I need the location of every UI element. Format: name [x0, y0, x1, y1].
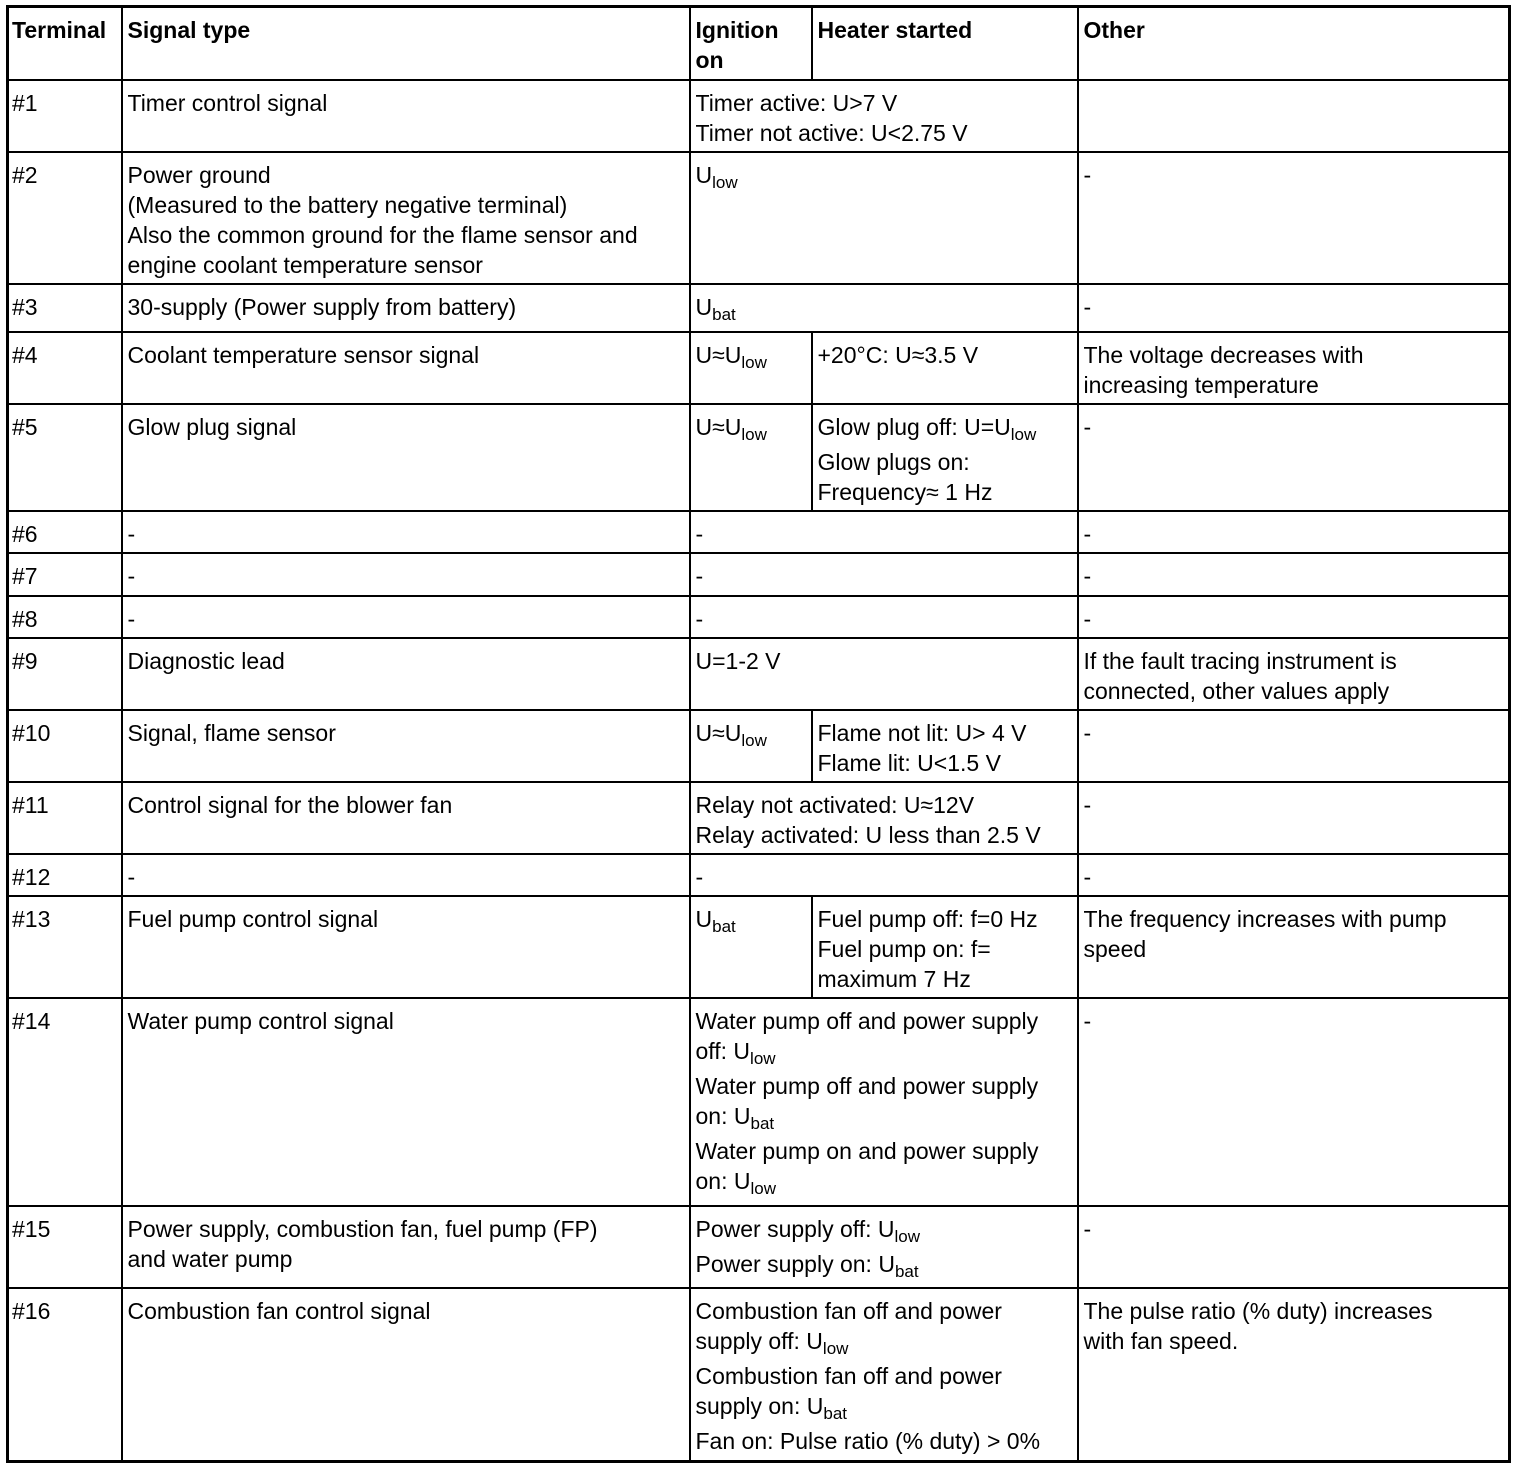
ignition-heater-cell: [690, 511, 1078, 553]
cell-line: Power supply, combustion fan, fuel pump (FP): [127, 1215, 598, 1242]
terminal-signal-table: [6, 5, 1511, 1463]
signal-type-cell: [122, 1288, 690, 1461]
signal-type-cell: [122, 1206, 690, 1288]
cell-line: -: [695, 864, 704, 891]
line-subscript: low: [894, 1226, 921, 1246]
signal-type-cell: [122, 80, 690, 152]
signal-type-cell: [122, 511, 690, 553]
other-cell: [1078, 404, 1510, 511]
cell-line: Fuel pump off: f=0 Hz: [817, 906, 1038, 933]
signal-type-cell: [122, 638, 690, 710]
cell-line: Combustion fan off and power: [695, 1363, 1002, 1390]
terminal-cell: #8: [8, 596, 122, 638]
table-row: [8, 710, 1510, 782]
cell-line: Signal, flame sensor: [127, 719, 336, 746]
header-row: [8, 7, 1510, 80]
signal-type-cell: [122, 284, 690, 332]
cell-line: -: [1083, 161, 1092, 188]
line-text: U≈U: [695, 719, 742, 746]
header-terminal: Terminal: [8, 7, 122, 80]
cell-line: The voltage decreases with: [1083, 342, 1364, 369]
line-subscript: bat: [894, 1261, 919, 1281]
cell-line: [696, 1214, 1073, 1244]
line-text: U≈U: [695, 414, 742, 441]
ignition-heater-cell: [690, 782, 1078, 854]
table-body: [8, 80, 1510, 1462]
other-cell: [1078, 998, 1510, 1205]
line-text: U: [695, 293, 713, 320]
terminal-cell: #16: [8, 1288, 122, 1461]
signal-type-cell: [122, 553, 690, 595]
cell-line: +20°C: U≈3.5 V: [817, 342, 979, 369]
other-cell: [1078, 80, 1510, 152]
heater-started-cell: [812, 404, 1078, 511]
line-subscript: bat: [823, 1404, 847, 1424]
other-cell: [1078, 553, 1510, 595]
table-row: [8, 80, 1510, 152]
cell-line: [695, 1166, 1073, 1199]
signal-type-cell: [122, 332, 690, 404]
line-subscript: low: [741, 730, 767, 750]
cell-line: If the fault tracing instrument is: [1083, 647, 1397, 674]
cell-line: with fan speed.: [1083, 1328, 1239, 1355]
cell-line: Glow plugs on:: [817, 449, 970, 476]
cell-line: [695, 1036, 1073, 1069]
cell-line: The frequency increases with pump: [1083, 906, 1447, 933]
ignition-heater-cell: [690, 553, 1078, 595]
terminal-cell: #4: [8, 332, 122, 404]
terminal-cell: #13: [8, 896, 122, 998]
cell-line: -: [695, 605, 704, 632]
cell-line: -: [1083, 864, 1092, 891]
line-text: supply off: U: [695, 1328, 823, 1355]
signal-type-cell: [122, 998, 690, 1205]
cell-line: -: [1083, 521, 1092, 548]
cell-line: Flame not lit: U> 4 V: [817, 719, 1027, 746]
ignition-on-cell: [690, 332, 812, 404]
signal-type-cell: [122, 152, 690, 284]
ignition-heater-cell: [690, 854, 1078, 896]
table-row: [8, 782, 1510, 854]
table-row: [8, 1288, 1510, 1461]
terminal-cell: #15: [8, 1206, 122, 1288]
cell-line: -: [695, 521, 704, 548]
cell-line: -: [127, 605, 136, 632]
cell-line: Timer control signal: [127, 89, 328, 116]
terminal-cell: #6: [8, 511, 122, 553]
cell-line: [695, 1326, 1073, 1359]
terminal-cell: #14: [8, 998, 122, 1205]
cell-line: Glow plug signal: [127, 414, 297, 441]
cell-line: Combustion fan off and power: [695, 1298, 1002, 1325]
terminal-cell: #5: [8, 404, 122, 511]
cell-line: Diagnostic lead: [127, 647, 285, 674]
cell-line: [695, 340, 807, 373]
cell-line: increasing temperature: [1083, 372, 1319, 399]
signal-type-cell: [122, 710, 690, 782]
terminal-cell: #10: [8, 710, 122, 782]
line-subscript: bat: [712, 304, 736, 324]
other-cell: [1078, 710, 1510, 782]
table-row: [8, 284, 1510, 332]
cell-line: -: [1083, 563, 1092, 590]
cell-line: Relay not activated: U≈12V: [695, 791, 975, 818]
line-subscript: bat: [750, 1114, 775, 1134]
cell-line: [817, 412, 1073, 445]
ignition-heater-cell: [690, 284, 1078, 332]
ignition-heater-cell: [690, 1288, 1078, 1461]
cell-line: Timer not active: U<2.75 V: [695, 119, 968, 146]
cell-line: Fuel pump control signal: [127, 906, 379, 933]
cell-line: -: [695, 563, 704, 590]
signal-type-cell: [122, 404, 690, 511]
other-cell: [1078, 332, 1510, 404]
cell-line: -: [1083, 414, 1092, 441]
cell-line: Relay activated: U less than 2.5 V: [695, 821, 1041, 848]
line-subscript: low: [750, 1179, 776, 1199]
cell-line: -: [127, 521, 136, 548]
cell-line: Coolant temperature sensor signal: [127, 342, 480, 369]
cell-line: Timer active: U>7 V: [695, 89, 898, 116]
cell-line: speed: [1083, 936, 1147, 963]
cell-line: Combustion fan control signal: [127, 1298, 431, 1325]
line-text: U: [695, 906, 713, 933]
other-cell: [1078, 1206, 1510, 1288]
header-other: Other: [1078, 7, 1510, 80]
other-cell: [1078, 854, 1510, 896]
cell-line: [696, 160, 1073, 190]
line-subscript: low: [712, 172, 738, 192]
line-text: U≈U: [695, 342, 742, 369]
line-text: U: [695, 161, 713, 188]
cell-line: [695, 1101, 1073, 1134]
cell-line: Frequency≈ 1 Hz: [817, 479, 993, 506]
other-cell: [1078, 782, 1510, 854]
cell-line: [696, 718, 807, 748]
cell-line: connected, other values apply: [1083, 677, 1390, 704]
signal-type-cell: [122, 896, 690, 998]
cell-line: -: [1083, 1008, 1092, 1035]
cell-line: 30-supply (Power supply from battery): [127, 293, 517, 320]
line-text: Glow plug off: U=U: [817, 414, 1011, 441]
cell-line: -: [1083, 293, 1092, 320]
cell-line: [696, 292, 1073, 322]
cell-line: Flame lit: U<1.5 V: [817, 749, 1001, 776]
cell-line: maximum 7 Hz: [817, 966, 971, 993]
other-cell: [1078, 1288, 1510, 1461]
ignition-heater-cell: [690, 152, 1078, 284]
ignition-on-cell: [690, 710, 812, 782]
table-row: [8, 638, 1510, 710]
cell-line: (Measured to the battery negative terminal): [127, 191, 568, 218]
line-subscript: low: [741, 353, 767, 373]
cell-line: Water pump off and power supply: [695, 1008, 1039, 1035]
cell-line: [695, 904, 807, 937]
header-signal-type: Signal type: [122, 7, 690, 80]
heater-started-cell: [812, 332, 1078, 404]
table-row: [8, 998, 1510, 1205]
terminal-cell: #11: [8, 782, 122, 854]
table-row: [8, 596, 1510, 638]
ignition-on-cell: [690, 404, 812, 511]
table-row: [8, 553, 1510, 595]
table-row: [8, 332, 1510, 404]
line-subscript: low: [750, 1049, 776, 1069]
line-text: off: U: [695, 1038, 751, 1065]
line-text: on: U: [695, 1168, 751, 1195]
other-cell: [1078, 152, 1510, 284]
table-row: [8, 1206, 1510, 1288]
ignition-heater-cell: [690, 638, 1078, 710]
cell-line: engine coolant temperature sensor: [127, 251, 483, 278]
ignition-heater-cell: [690, 1206, 1078, 1288]
cell-line: -: [127, 864, 136, 891]
cell-line: Water pump control signal: [127, 1008, 394, 1035]
line-text: Power supply on: U: [695, 1250, 895, 1277]
line-text: on: U: [695, 1103, 751, 1130]
table-row: [8, 404, 1510, 511]
cell-line: Control signal for the blower fan: [127, 791, 453, 818]
other-cell: [1078, 596, 1510, 638]
line-subscript: bat: [712, 917, 736, 937]
signal-type-cell: [122, 782, 690, 854]
cell-line: and water pump: [127, 1245, 293, 1272]
terminal-cell: #3: [8, 284, 122, 332]
cell-line: Also the common ground for the flame sensor and: [127, 221, 638, 248]
line-subscript: low: [1010, 425, 1037, 445]
cell-line: U=1-2 V: [695, 647, 781, 674]
table-row: [8, 854, 1510, 896]
ignition-heater-cell: [690, 596, 1078, 638]
header-ignition-on: Ignition on: [690, 7, 812, 80]
cell-line: [695, 1391, 1073, 1424]
line-subscript: low: [822, 1339, 849, 1359]
ignition-heater-cell: [690, 80, 1078, 152]
heater-started-cell: [812, 896, 1078, 998]
table-row: [8, 896, 1510, 998]
line-text: Power supply off: U: [695, 1215, 895, 1242]
cell-line: -: [1083, 791, 1092, 818]
cell-line: [696, 1249, 1073, 1279]
other-cell: [1078, 896, 1510, 998]
cell-line: Water pump off and power supply: [695, 1073, 1039, 1100]
cell-line: -: [1083, 1215, 1092, 1242]
ignition-on-cell: [690, 896, 812, 998]
terminal-cell: #12: [8, 854, 122, 896]
line-subscript: low: [741, 425, 767, 445]
cell-line: Fan on: Pulse ratio (% duty) > 0%: [695, 1428, 1041, 1455]
table-row: [8, 511, 1510, 553]
header-heater-started: Heater started: [812, 7, 1078, 80]
ignition-heater-cell: [690, 998, 1078, 1205]
other-cell: [1078, 511, 1510, 553]
table-row: [8, 152, 1510, 284]
other-cell: [1078, 638, 1510, 710]
other-cell: [1078, 284, 1510, 332]
cell-line: Fuel pump on: f=: [817, 936, 991, 963]
signal-type-cell: [122, 854, 690, 896]
terminal-cell: #1: [8, 80, 122, 152]
cell-line: -: [127, 563, 136, 590]
cell-line: Water pump on and power supply: [695, 1138, 1039, 1165]
heater-started-cell: [812, 710, 1078, 782]
terminal-cell: #7: [8, 553, 122, 595]
cell-line: -: [1083, 605, 1092, 632]
cell-line: The pulse ratio (% duty) increases: [1083, 1298, 1433, 1325]
cell-line: Power ground: [127, 161, 271, 188]
terminal-cell: #9: [8, 638, 122, 710]
signal-type-cell: [122, 596, 690, 638]
cell-line: -: [1083, 719, 1092, 746]
line-text: supply on: U: [695, 1393, 824, 1420]
cell-line: [695, 412, 807, 445]
terminal-cell: #2: [8, 152, 122, 284]
